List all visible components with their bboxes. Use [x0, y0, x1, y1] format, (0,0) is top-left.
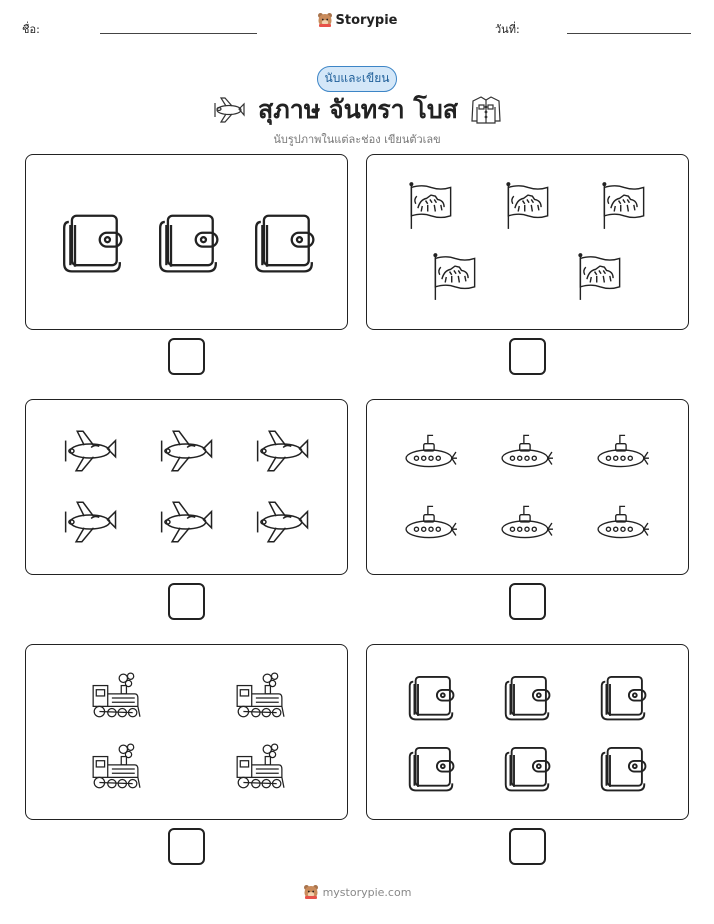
airplane-icon — [61, 427, 119, 475]
steam-train-icon — [89, 671, 141, 723]
airplane-icon — [157, 427, 215, 475]
wallet-icon — [501, 671, 553, 723]
answer-box-4[interactable] — [509, 583, 546, 620]
name-label: ชื่อ: — [22, 23, 40, 36]
answer-box-2[interactable] — [509, 338, 546, 375]
answer-box-3[interactable] — [168, 583, 205, 620]
wallet-icon — [501, 742, 553, 794]
count-panel-1 — [25, 154, 348, 330]
storypie-bear-icon — [317, 12, 333, 28]
steam-train-icon — [233, 742, 285, 794]
tiger-flag-icon — [504, 182, 552, 230]
airplane-icon — [253, 498, 311, 546]
airplane-icon — [212, 96, 246, 124]
date-label: วันที่: — [495, 23, 520, 36]
submarine-icon — [596, 430, 650, 474]
wallet-icon — [57, 208, 127, 276]
airplane-icon — [61, 498, 119, 546]
wallet-icon — [249, 208, 319, 276]
activity-badge: นับและเขียน — [317, 66, 397, 92]
answer-box-5[interactable] — [168, 828, 205, 865]
airplane-icon — [253, 427, 311, 475]
steam-train-icon — [233, 671, 285, 723]
footer-url[interactable]: mystorypie.com — [322, 885, 412, 899]
wallet-icon — [153, 208, 223, 276]
answer-box-6[interactable] — [509, 828, 546, 865]
answer-box-1[interactable] — [168, 338, 205, 375]
date-line[interactable] — [567, 33, 691, 34]
instructions: นับรูปภาพในแต่ละช่อง เขียนตัวเลข — [273, 133, 441, 146]
brand-name: Storypie — [335, 12, 398, 28]
title-row — [0, 92, 714, 128]
military-jacket-icon — [470, 95, 502, 125]
count-panel-2 — [366, 154, 689, 330]
name-line[interactable] — [100, 33, 257, 34]
tiger-flag-icon — [407, 182, 455, 230]
submarine-icon — [596, 501, 650, 545]
storypie-bear-icon — [303, 884, 319, 900]
submarine-icon — [404, 430, 458, 474]
count-panel-3 — [25, 399, 348, 575]
submarine-icon — [404, 501, 458, 545]
count-panel-4 — [366, 399, 689, 575]
count-panel-5 — [25, 644, 348, 820]
brand — [0, 12, 714, 32]
tiger-flag-icon — [600, 182, 648, 230]
airplane-icon — [157, 498, 215, 546]
worksheet-title: สุภาษ จันทรา โบส — [258, 95, 458, 124]
submarine-icon — [500, 501, 554, 545]
wallet-icon — [405, 671, 457, 723]
submarine-icon — [500, 430, 554, 474]
wallet-icon — [597, 742, 649, 794]
steam-train-icon — [89, 742, 141, 794]
wallet-icon — [597, 671, 649, 723]
tiger-flag-icon — [576, 253, 624, 301]
count-panel-6 — [366, 644, 689, 820]
wallet-icon — [405, 742, 457, 794]
tiger-flag-icon — [431, 253, 479, 301]
footer — [0, 884, 714, 904]
